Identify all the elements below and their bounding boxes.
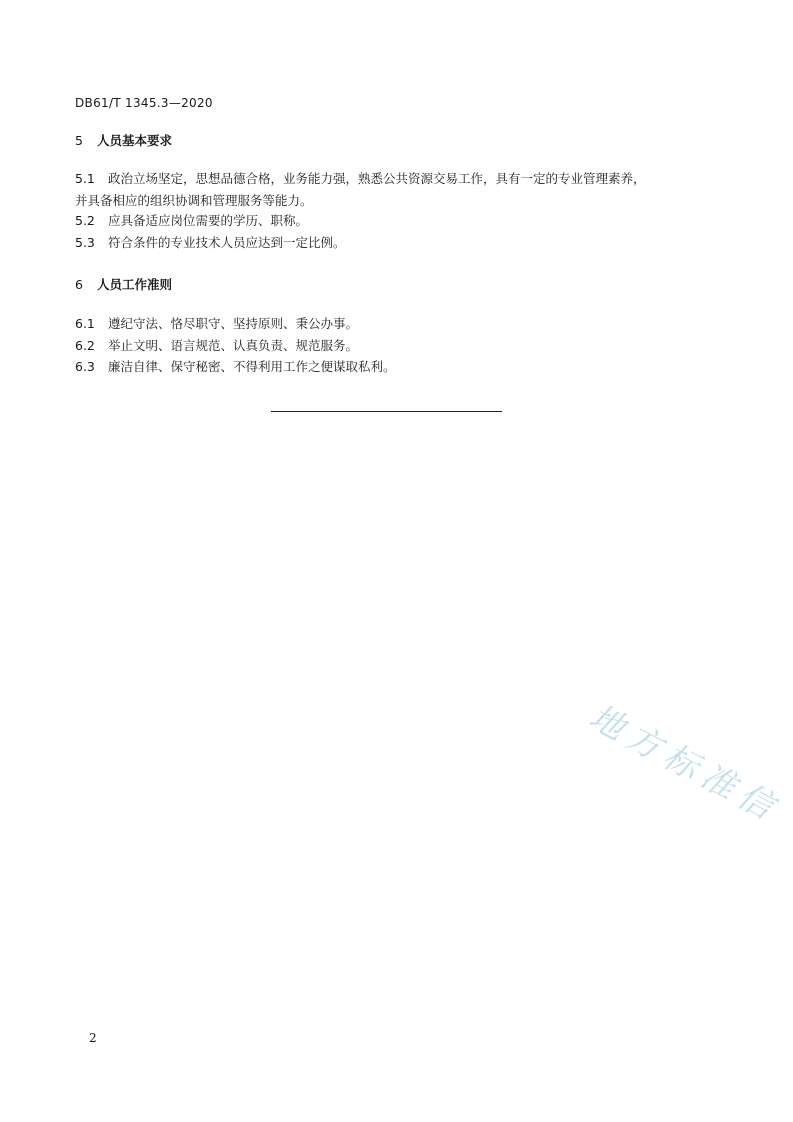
section-title: 人员基本要求 [97, 133, 173, 148]
clause-5-1 [75, 168, 715, 212]
clause-number: 5.2 [75, 213, 95, 228]
clause-text: 政治立场坚定，思想品德合格，业务能力强，熟悉公共资源交易工作，具有一定的专业管理素养， [108, 171, 646, 186]
clause-5-3 [75, 232, 715, 254]
clause-text: 应具备适应岗位需要的学历、职称。 [108, 213, 309, 228]
clause-text-continuation: 并具备相应的组织协调和管理服务等能力。 [75, 193, 313, 208]
clause-text: 符合条件的专业技术人员应达到一定比例。 [108, 235, 346, 250]
clause-number: 6.2 [75, 338, 95, 353]
section-heading-5 [75, 131, 172, 149]
document-code: DB61/T 1345.3—2020 [75, 96, 213, 110]
clause-number: 6.3 [75, 359, 95, 374]
clause-number: 6.1 [75, 316, 95, 331]
clause-6-2 [75, 335, 715, 357]
section-number: 6 [75, 277, 83, 292]
end-of-document-rule [271, 411, 502, 412]
watermark: 地方标准信 [582, 697, 787, 831]
page-number: 2 [89, 1031, 97, 1045]
section-heading-6 [75, 275, 172, 293]
clause-text: 遵纪守法、恪尽职守、坚持原则、秉公办事。 [108, 316, 359, 331]
clause-number: 5.3 [75, 235, 95, 250]
clause-text: 举止文明、语言规范、认真负责、规范服务。 [108, 338, 359, 353]
clause-5-2 [75, 210, 715, 232]
clause-6-3 [75, 356, 715, 378]
clause-6-1 [75, 313, 715, 335]
section-number: 5 [75, 133, 83, 148]
clause-number: 5.1 [75, 171, 95, 186]
section-title: 人员工作准则 [97, 277, 173, 292]
clause-text: 廉洁自律、保守秘密、不得利用工作之便谋取私利。 [108, 359, 396, 374]
